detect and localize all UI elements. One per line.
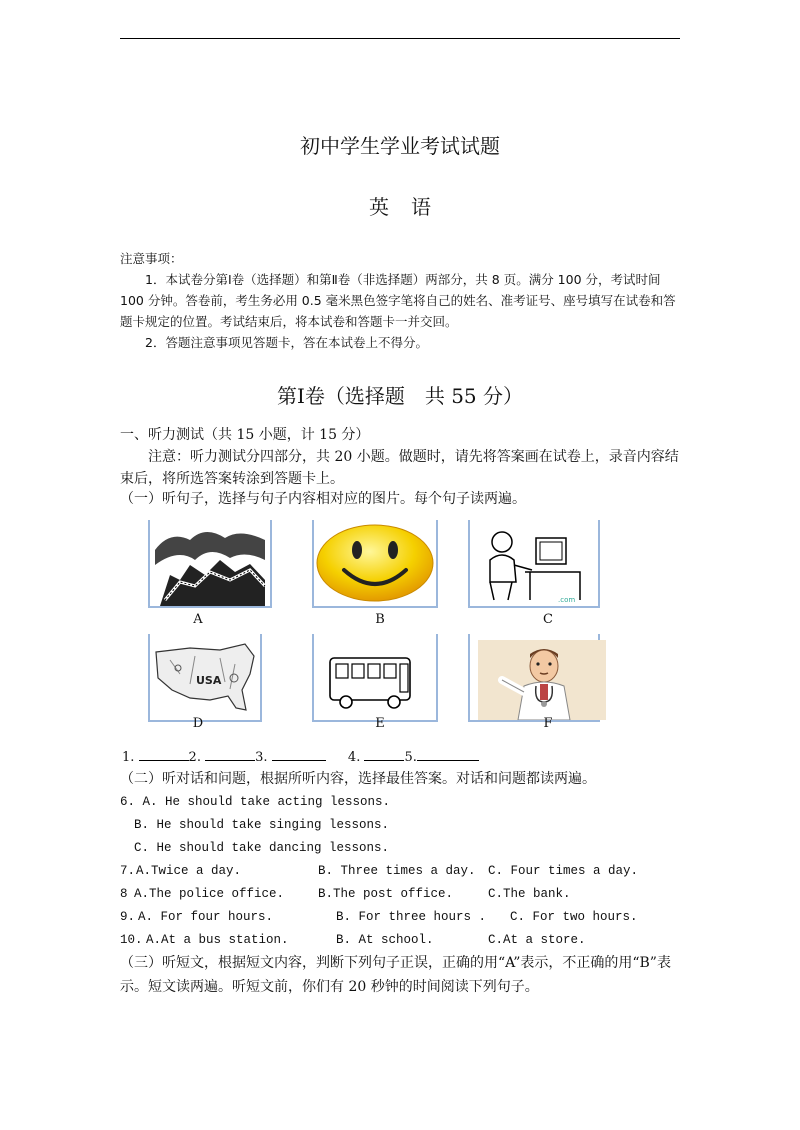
question-7-option-a: A.Twice a day. (136, 864, 242, 878)
exam-notes (120, 248, 680, 353)
question-10-option-c: C.At a store. (488, 933, 586, 947)
part3-instructions: （三）听短文，根据短文内容，判断下列句子正误，正确的用“A”表示，不正确的用“B”表示。短文读两遍。听短文前，你们有 20 秒钟的时间阅读下列句子。 (120, 955, 671, 995)
blank-label-5: 5. (404, 750, 417, 765)
blank-label-3: 3. (255, 750, 268, 765)
answer-blank-2[interactable] (205, 746, 255, 761)
notes-heading: 注意事项： (120, 251, 183, 266)
blank-label-1: 1. (122, 750, 135, 765)
question-9-option-b: B. For three hours . (336, 910, 487, 924)
picture-c (468, 520, 600, 608)
doctor-picture (478, 640, 606, 720)
question-6-option-b: B. He should take singing lessons. (134, 818, 390, 832)
listening-note: 注意：听力测试分四部分，共 20 小题。做题时，请先将答案画在试卷上，录音内容结束后，将所选答案转涂到答题卡上。 (120, 449, 679, 487)
smiley-face-icon (314, 520, 436, 606)
usa-map-icon (150, 634, 260, 720)
question-9-option-a: A. For four hours. (138, 910, 274, 924)
part1-instructions: （一）听句子，选择与句子内容相对应的图片。每个句子读两遍。 (120, 491, 526, 507)
picture-a-label: A (193, 612, 203, 627)
picture-f-label: F (543, 716, 553, 731)
picture-e-label: E (375, 716, 385, 731)
picture-d (148, 634, 262, 722)
question-10-option-a: A.At a bus station. (146, 933, 289, 947)
question-10-number: 10. (120, 933, 143, 947)
notes-item-1: 1．本试卷分第Ⅰ卷（选择题）和第Ⅱ卷（非选择题）两部分，共 8 页。满分 100 分，考试时间 100 分钟。答卷前，考生务必用 0.5 毫米黑色签字笔将自己的姓名、准考证号、座号填写在试卷和答题卡规定的位置。考试结束后，将本试卷和答题卡一并交回。 (120, 272, 676, 329)
answer-blank-1[interactable] (139, 746, 189, 761)
great-wall-icon (150, 520, 270, 606)
question-7-number: 7. (120, 864, 136, 878)
header-rule (120, 38, 680, 39)
usa-map-text: USA (196, 674, 222, 687)
doctor-icon (478, 640, 606, 720)
volume-title: 第Ⅰ卷（选择题 共 55 分） (276, 384, 524, 408)
question-10-option-b: B. At school. (336, 933, 434, 947)
answer-blank-3[interactable] (272, 746, 326, 761)
question-6: 6. A. He should take acting lessons. (120, 795, 391, 809)
picture-c-label: C (543, 612, 553, 627)
blank-label-4: 4. (347, 750, 361, 765)
question-8-number: 8 (120, 887, 128, 901)
blank-label-2: 2. (188, 750, 201, 765)
picture-b-label: B (375, 612, 385, 627)
exam-title: 初中学生学业考试试题 (300, 134, 500, 158)
subject-title: 英语 (369, 195, 453, 219)
person-at-computer-icon (470, 520, 598, 606)
answer-blank-5[interactable] (417, 746, 479, 761)
listening-section-title: 一、听力测试（共 15 小题，计 15 分） (120, 427, 370, 443)
answer-blank-4[interactable] (364, 746, 404, 761)
picture-b (312, 520, 438, 608)
bus-icon (314, 634, 436, 720)
picture-d-label: D (192, 716, 204, 731)
question-8-option-a: A.The police office. (134, 887, 285, 901)
notes-item-2: 2．答题注意事项见答题卡，答在本试卷上不得分。 (145, 335, 428, 350)
question-8-option-b: B.The post office. (318, 887, 454, 901)
svg-text:.com: .com (558, 596, 576, 604)
question-9-option-c: C. For two hours. (510, 910, 638, 924)
part2-instructions: （二）听对话和问题，根据所听内容，选择最佳答案。对话和问题都读两遍。 (120, 771, 596, 787)
answer-blanks (122, 746, 479, 765)
question-9-number: 9. (120, 910, 136, 924)
question-7-option-b: B. Three times a day. (318, 864, 476, 878)
picture-a (148, 520, 272, 608)
picture-e (312, 634, 438, 722)
question-7-option-c: C. Four times a day. (488, 864, 639, 878)
question-8-option-c: C.The bank. (488, 887, 571, 901)
question-6-option-c: C. He should take dancing lessons. (134, 841, 390, 855)
